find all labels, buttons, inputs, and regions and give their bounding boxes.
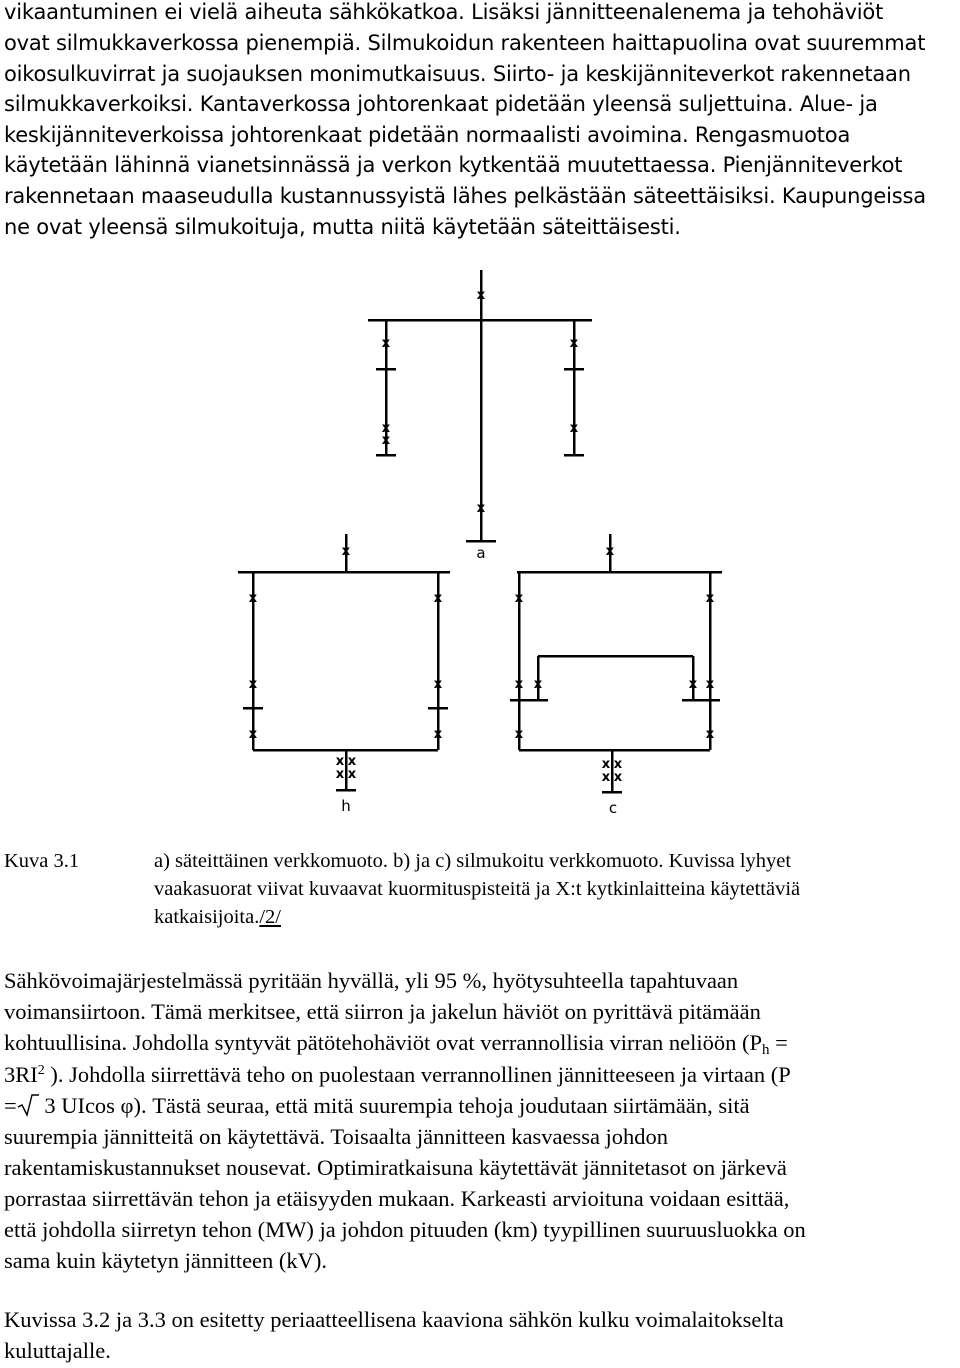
- intro-line: rakennetaan maaseudulla kustannussyistä lähes pelkästään säteettäisiksi. Kaupungeissa: [4, 184, 926, 208]
- switch-icon: x: [705, 591, 715, 606]
- switch-icon: x: [476, 501, 486, 516]
- body-line: suurempia jännitteitä on käytettävä. Toisaalta jännitteen kasvaessa johdon: [4, 1124, 669, 1149]
- switch-icon: x: [605, 544, 615, 559]
- body-line: kuluttajalle.: [4, 1338, 111, 1363]
- body-text: =: [4, 1093, 17, 1118]
- body-line: porrastaa siirrettävän tehon ja etäisyyden mukaan. Karkeasti arvioituna voidaan esittää,: [4, 1186, 790, 1211]
- reference-link[interactable]: /2/: [259, 906, 281, 928]
- subscript: h: [762, 1042, 770, 1058]
- caption-line: a) säteittäinen verkkomuoto. b) ja c) silmukoitu verkkomuoto. Kuvissa lyhyet: [154, 850, 792, 872]
- caption-line: [154, 906, 281, 929]
- body-line: voimansiirtoon. Tämä merkitsee, että siirron ja jakelun häviöt on pyrittävä pitämään: [4, 999, 761, 1024]
- switch-icon: x: [347, 754, 357, 769]
- switch-icon: x: [533, 677, 543, 692]
- body-line: [4, 1030, 788, 1059]
- intro-line: oikosulkuvirrat ja suojauksen monimutkaisuus. Siirto- ja keskijänniteverkot rakennetaan: [4, 62, 911, 86]
- switch-icon: x: [514, 727, 524, 742]
- figure-label-b: h: [341, 797, 351, 815]
- caption-label: Kuva 3.1: [4, 850, 80, 872]
- network-diagram: [230, 262, 730, 822]
- switch-icon: x: [335, 754, 345, 769]
- switch-icon: x: [569, 421, 579, 436]
- switch-icon: x: [335, 767, 345, 782]
- body-text: 3RI: [4, 1062, 38, 1087]
- caption-line: vaakasuorat viivat kuvaavat kuormituspisteitä ja X:t kytkinlaitteina käytettäviä: [154, 878, 801, 900]
- caption-text: katkaisijoita.: [154, 906, 260, 928]
- body-line: Kuvissa 3.2 ja 3.3 on esitetty periaatteellisena kaaviona sähkön kulku voimalaitokselta: [4, 1307, 784, 1332]
- body-text: kohtuullisina. Johdolla syntyvät pätötehohäviöt ovat verrannollisia virran neliöön (P: [4, 1030, 762, 1055]
- switch-icon: x: [601, 757, 611, 772]
- switch-icon: x: [613, 770, 623, 785]
- switch-icon: x: [705, 727, 715, 742]
- switch-icon: x: [248, 591, 258, 606]
- switch-icon: x: [688, 677, 698, 692]
- body-text: 3 UIcos φ). Tästä seuraa, että mitä suurempia tehoja joudutaan siirtämään, sitä: [38, 1093, 750, 1118]
- figure-label-c: c: [608, 799, 618, 817]
- switch-icon: x: [341, 544, 351, 559]
- intro-line: vikaantuminen ei vielä aiheuta sähkökatkoa. Lisäksi jännitteenalenema ja tehohäviöt: [4, 0, 884, 24]
- switch-icon: x: [613, 757, 623, 772]
- switch-icon: x: [248, 677, 258, 692]
- body-line: Sähkövoimajärjestelmässä pyritään hyvällä, yli 95 %, hyötysuhteella tapahtuvaan: [4, 968, 739, 993]
- body-text: =: [769, 1030, 788, 1055]
- switch-icon: x: [381, 433, 391, 448]
- superscript: 2: [37, 1063, 45, 1078]
- intro-line: silmukkaverkoiksi. Kantaverkossa johtorenkaat pidetään yleensä suljettuina. Alue- ja: [4, 92, 878, 116]
- switch-icon: x: [514, 677, 524, 692]
- switch-icon: x: [705, 677, 715, 692]
- body-line: sama kuin käytetyn jännitteen (kV).: [4, 1248, 328, 1273]
- intro-line: ovat silmukkaverkossa pienempiä. Silmukoidun rakenteen haittapuolina ovat suuremmat: [4, 31, 926, 55]
- switch-icon: x: [433, 677, 443, 692]
- switch-icon: x: [601, 770, 611, 785]
- body-text: ). Johdolla siirrettävä teho on puolestaan verrannollinen jännitteeseen ja virtaan (P: [44, 1062, 791, 1087]
- body-line: [4, 1093, 750, 1119]
- switch-icon: x: [433, 591, 443, 606]
- figure-label-a: a: [476, 544, 486, 562]
- body-line: että johdolla siirretyn tehon (MW) ja johdon pituuden (km) tyypillinen suuruusluokka on: [4, 1217, 806, 1242]
- switch-icon: x: [476, 288, 486, 303]
- switch-icon: x: [347, 767, 357, 782]
- body-line: rakentamiskustannukset nousevat. Optimiratkaisuna käytettävät jännitetasot on järkevä: [4, 1155, 787, 1180]
- switch-icon: x: [433, 727, 443, 742]
- switch-icon: x: [569, 336, 579, 351]
- intro-line: ne ovat yleensä silmukoituja, mutta niitä käytetään säteittäisesti.: [4, 215, 681, 239]
- switch-icon: x: [514, 591, 524, 606]
- sqrt-icon: [17, 1093, 39, 1117]
- switch-icon: x: [248, 727, 258, 742]
- body-line: [4, 1062, 791, 1088]
- intro-line: keskijänniteverkoissa johtorenkaat pidetään normaalisti avoimina. Rengasmuotoa: [4, 123, 851, 147]
- switch-icon: x: [381, 336, 391, 351]
- switch-icon: x: [381, 421, 391, 436]
- intro-line: käytetään lähinnä vianetsinnässä ja verkon kytkentää muutettaessa. Pienjänniteverkot: [4, 153, 903, 177]
